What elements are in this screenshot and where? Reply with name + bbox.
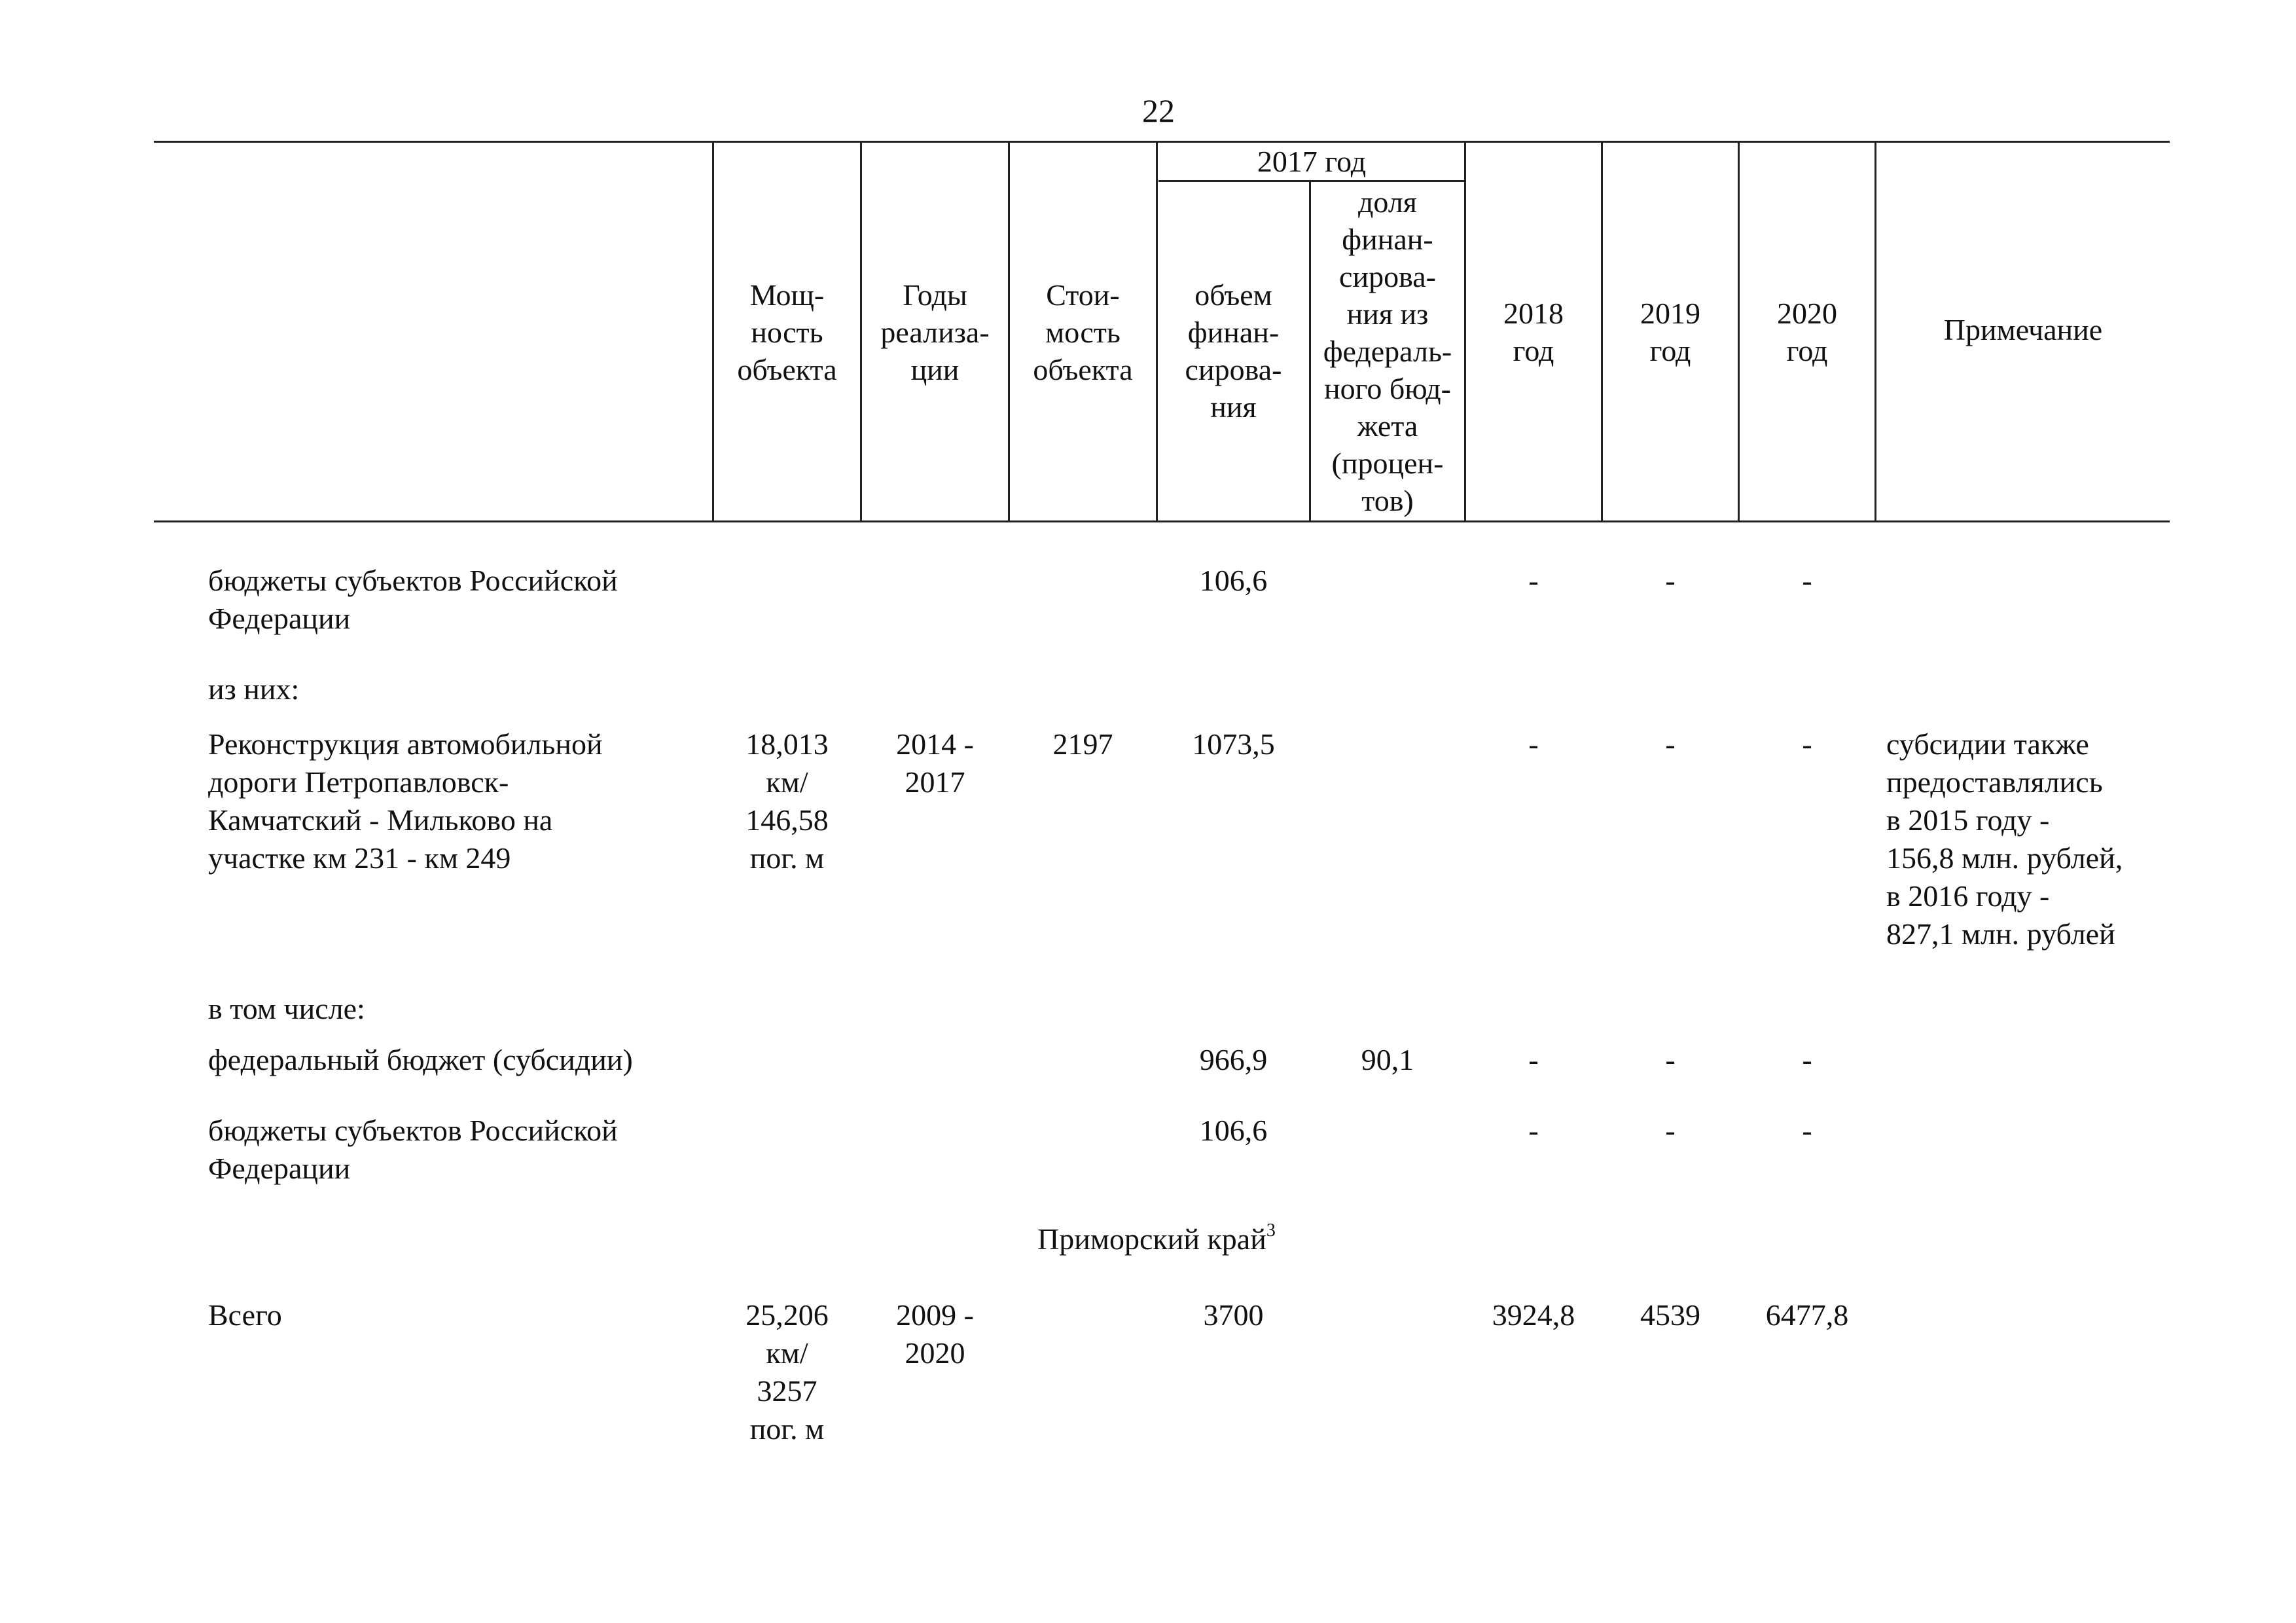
row3-stoimost: 2197 bbox=[1052, 727, 1113, 761]
row6-2018: - bbox=[1528, 1114, 1539, 1147]
row6-2020: - bbox=[1802, 1114, 1812, 1147]
header-2020: 2020 год bbox=[1777, 297, 1837, 367]
row1-2019: - bbox=[1665, 564, 1676, 597]
row3-2020: - bbox=[1802, 727, 1812, 761]
row1-name: бюджеты субъектов Российской Федерации bbox=[208, 564, 618, 635]
section-footnote-mark: 3 bbox=[1266, 1220, 1276, 1241]
row3-moshchnost: 18,013 км/ 146,58 пог. м bbox=[745, 727, 829, 875]
header-obem-finansirovaniya: объем финан- сирова- ния bbox=[1185, 278, 1282, 424]
header-stoimost: Стои- мость объекта bbox=[1033, 278, 1133, 386]
row3-name: Реконструкция автомобильной дороги Петропавловск- Камчатский - Мильково на участке км 231 - км 249 bbox=[208, 727, 603, 875]
header-2018: 2018 год bbox=[1503, 297, 1564, 367]
header-dolya-finansirovaniya: доля финан- сирова- ния из федераль- ного бюд- жета (процен- тов) bbox=[1323, 185, 1452, 517]
header-primechanie: Примечание bbox=[1943, 313, 2103, 346]
row7-2018: 3924,8 bbox=[1492, 1298, 1575, 1332]
row7-name: Всего bbox=[208, 1298, 282, 1332]
row6-2019: - bbox=[1665, 1114, 1676, 1147]
row6-obem: 106,6 bbox=[1199, 1114, 1268, 1147]
section-title-text: Приморский край bbox=[1037, 1222, 1266, 1256]
row5-2020: - bbox=[1802, 1043, 1812, 1076]
row1-2020: - bbox=[1802, 564, 1812, 597]
row2-name: из них: bbox=[208, 672, 300, 706]
header-bottom-border bbox=[154, 520, 2170, 522]
header-moshchnost: Мощ- ность объекта bbox=[737, 278, 837, 386]
row7-obem: 3700 bbox=[1203, 1298, 1264, 1332]
row3-2019: - bbox=[1665, 727, 1676, 761]
row3-gody: 2014 - 2017 bbox=[896, 727, 974, 799]
row5-obem: 966,9 bbox=[1199, 1043, 1268, 1076]
row5-2018: - bbox=[1528, 1043, 1539, 1076]
row7-moshchnost: 25,206 км/ 3257 пог. м bbox=[745, 1298, 829, 1446]
header-gody-realizacii: Годы реализа- ции bbox=[880, 278, 990, 386]
row7-gody: 2009 - 2020 bbox=[896, 1298, 974, 1370]
row7-2019: 4539 bbox=[1640, 1298, 1700, 1332]
row5-dolya: 90,1 bbox=[1361, 1043, 1414, 1076]
row4-name: в том числе: bbox=[208, 992, 365, 1025]
row3-note: субсидии также предоставлялись в 2015 году - 156,8 млн. рублей, в 2016 году - 827,1 млн. рублей bbox=[1886, 727, 2123, 951]
header-2019: 2019 год bbox=[1640, 297, 1700, 367]
row5-name: федеральный бюджет (субсидии) bbox=[208, 1043, 633, 1076]
row7-2020: 6477,8 bbox=[1765, 1298, 1849, 1332]
section-title bbox=[1037, 1220, 1276, 1258]
year-2017-divider bbox=[1158, 180, 1466, 182]
page-number: 22 bbox=[1142, 92, 1175, 129]
row3-2018: - bbox=[1528, 727, 1539, 761]
header-year-2017: 2017 год bbox=[1257, 145, 1367, 178]
row3-obem: 1073,5 bbox=[1192, 727, 1275, 761]
row1-2018: - bbox=[1528, 564, 1539, 597]
row1-obem: 106,6 bbox=[1199, 564, 1268, 597]
row6-name: бюджеты субъектов Российской Федерации bbox=[208, 1114, 618, 1185]
row5-2019: - bbox=[1665, 1043, 1676, 1076]
